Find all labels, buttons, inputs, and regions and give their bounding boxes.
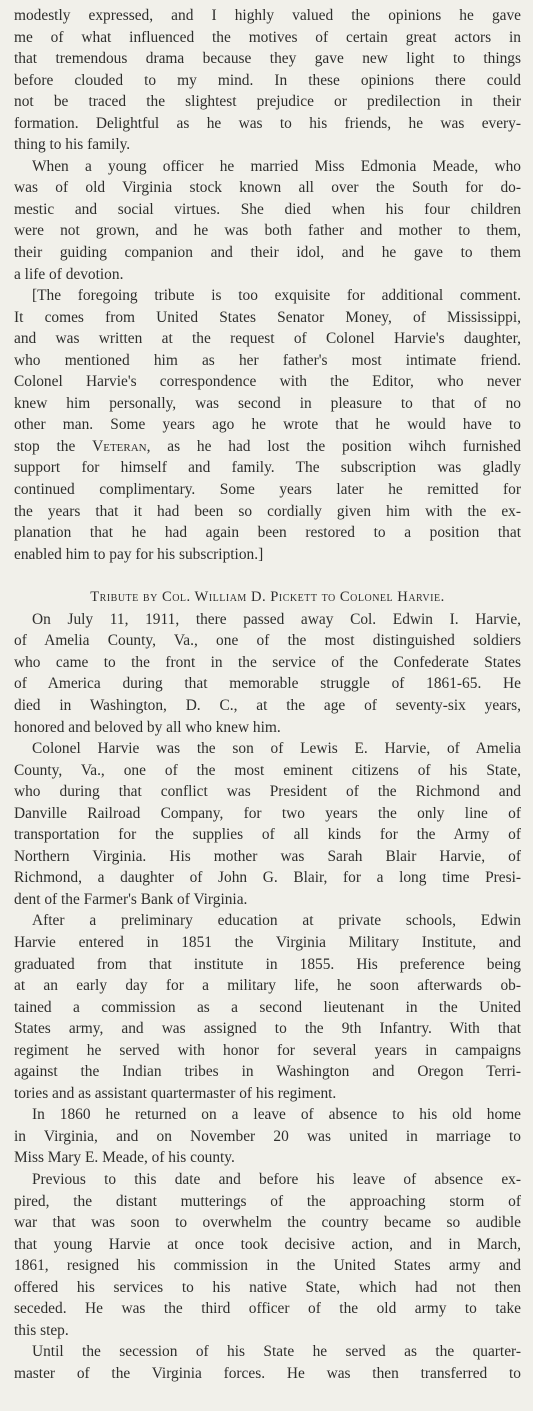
text-line: master of the Virginia forces. He was then transferred to (14, 1364, 521, 1382)
text-line: this step. (14, 1321, 69, 1339)
text-line: that young Harvie at once took decisive action, and in March, (14, 1235, 521, 1253)
text-line: who during that conflict was President of the Richmond and (14, 783, 521, 801)
text-line: Miss Mary E. Meade, of his county. (14, 1149, 235, 1167)
paragraph (14, 609, 521, 738)
text-line: support for himself and family. The subscription was gladly (14, 459, 521, 477)
text-line: knew him personally, was second in pleasure to that of no (14, 394, 521, 412)
text-line: that tremendous drama because they gave new light to things (14, 50, 521, 68)
text-line: of Amelia County, Va., one of the most distinguished soldiers (14, 632, 521, 650)
text-line: Colonel Harvie was the son of Lewis E. Harvie, of Amelia (32, 740, 521, 758)
text-line: of America during that memorable struggle of 1861-65. He (14, 675, 521, 693)
text-line: formation. Delightful as he was to his friends, he was every- (14, 114, 521, 132)
section-heading: Tribute by Col. William D. Pickett to Colonel Harvie. (90, 589, 445, 606)
text-line: honored and beloved by all who knew him. (14, 718, 281, 736)
text-line: was of old Virginia stock known all over the South for do- (14, 179, 521, 197)
text-line: stop the Veteran, as he had lost the position wihch furnished (14, 437, 521, 455)
text-line: On July 11, 1911, there passed away Col. Edwin I. Harvie, (32, 610, 521, 628)
text-line: Colonel Harvie's correspondence with the Editor, who never (14, 373, 521, 391)
text-line: graduated from that institute in 1855. His preference being (14, 955, 521, 973)
text-line: were not grown, and he was both father and mother to them, (14, 222, 521, 240)
text-line: States army, and was assigned to the 9th Infantry. With that (14, 1020, 521, 1038)
text-line: in Virginia, and on November 20 was united in marriage to (14, 1127, 521, 1145)
text-line: regiment he served with honor for several years in campaigns (14, 1041, 521, 1059)
paragraph (14, 910, 521, 1104)
text-line: 1861, resigned his commission in the United States army and (14, 1257, 521, 1275)
paragraph (14, 285, 521, 565)
text-line: mestic and social virtues. She died when his four children (14, 200, 521, 218)
text-line: modestly expressed, and I highly valued the opinions he gave (14, 7, 521, 24)
text-line: Northern Virginia. His mother was Sarah Blair Harvie, of (14, 847, 521, 865)
text-line: enabled him to pay for his subscription.] (14, 545, 264, 563)
text-line: other man. Some years ago he wrote that he would have to (14, 416, 521, 434)
text-line: seceded. He was the third officer of the old army to take (14, 1300, 521, 1318)
text-line: continued complimentary. Some years later he remitted for (14, 481, 521, 499)
text-line: After a preliminary education at private schools, Edwin (32, 912, 521, 930)
text-line: me of what influenced the motives of certain great actors in (14, 28, 521, 46)
text-line: a life of devotion. (14, 265, 124, 283)
paragraph (14, 1341, 521, 1384)
text-line: County, Va., one of the most eminent citizens of his State, (14, 761, 521, 779)
text-line: dent of the Farmer's Bank of Virginia. (14, 890, 248, 908)
text-line: When a young officer he married Miss Edmonia Meade, who (32, 157, 521, 175)
text-line: In 1860 he returned on a leave of absence to his old home (32, 1106, 521, 1124)
text-line: not be traced the slightest prejudice or predilection in their (14, 93, 521, 111)
text-line: at an early day for a military life, he soon afterwards ob- (14, 977, 521, 995)
paragraph (14, 738, 521, 910)
text-line: Until the secession of his State he served as the quarter- (32, 1343, 521, 1361)
publication-name: Veteran (92, 437, 147, 455)
text-line: thing to his family. (14, 136, 131, 154)
text-line: Previous to this date and before his leave of absence ex- (32, 1170, 521, 1188)
section-gap (14, 565, 521, 587)
text-line: war that was soon to overwhelm the country became so audible (14, 1214, 521, 1232)
text-line: before clouded to my mind. In these opinions there could (14, 71, 521, 89)
text-line: transportation for the supplies of all kinds for the Army of (14, 826, 521, 844)
text-line: pired, the distant mutterings of the approaching storm of (14, 1192, 521, 1210)
paragraph (14, 5, 521, 156)
text-line: Danville Railroad Company, for two years the only line of (14, 804, 521, 822)
text-line: against the Indian tribes in Washington and Oregon Terri- (14, 1063, 521, 1081)
paragraph (14, 156, 521, 285)
text-line: planation that he had again been restored to a position that (14, 524, 521, 542)
text-line: offered his services to his native State, which had not then (14, 1278, 521, 1296)
text-line: died in Washington, D. C., at the age of seventy-six years, (14, 696, 521, 714)
paragraph (14, 1169, 521, 1341)
text-line: their guiding companion and their idol, and he gave to them (14, 244, 521, 262)
text-line: who mentioned him as her father's most intimate friend. (14, 351, 521, 369)
paragraph (14, 1104, 521, 1169)
text-line: who came to the front in the service of the Confederate States (14, 653, 521, 671)
text-line: and was written at the request of Colonel Harvie's daughter, (14, 330, 521, 348)
text-line: It comes from United States Senator Money, of Mississippi, (14, 308, 521, 326)
text-line: [The foregoing tribute is too exquisite for additional comment. (32, 287, 521, 305)
text-line: Richmond, a daughter of John G. Blair, for a long time Presi- (14, 869, 521, 887)
text-line: Harvie entered in 1851 the Virginia Military Institute, and (14, 933, 521, 951)
text-line: the years that it had been so cordially given him with the ex- (14, 502, 521, 520)
text-line: tained a commission as a second lieutenant in the United (14, 998, 521, 1016)
text-line: tories and as assistant quartermaster of his regiment. (14, 1084, 337, 1102)
